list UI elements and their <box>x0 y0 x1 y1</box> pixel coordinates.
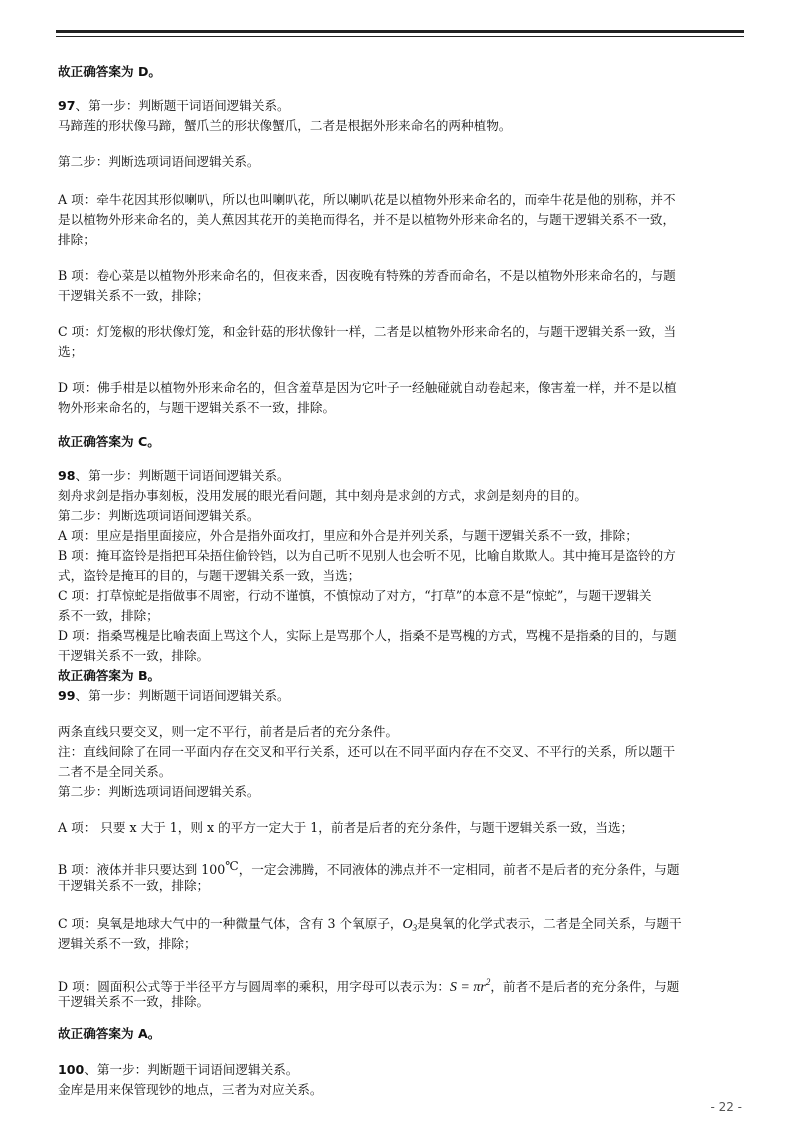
option-line: 干逻辑关系不一致，排除。 <box>58 648 210 663</box>
option-line: A 项：牵牛花因其形似喇叭，所以也叫喇叭花，所以喇叭花是以植物外形来命名的，而牵牛花是他的别称，并不 <box>58 192 676 207</box>
paragraph-line: 金库是用来保管现钞的地点，三者为对应关系。 <box>58 1082 323 1097</box>
option-line: D 项：佛手柑是以植物外形来命名的，但含羞草是因为它叶子一经触碰就自动卷起来，像害羞一样，并不是以植 <box>58 380 677 395</box>
paragraph-line: 两条直线只要交叉，则一定不平行，前者是后者的充分条件。 <box>58 724 399 739</box>
question-number: 97 <box>58 98 76 113</box>
step-text: 、第一步：判断题干词语间逻辑关系。 <box>84 1062 299 1077</box>
formula-body: S = πr <box>449 980 486 995</box>
option-text: D 项：圆面积公式等于半径平方与圆周率的乘积，用字母可以表示为： <box>58 979 450 994</box>
question-heading <box>58 1060 298 1080</box>
step-text: 、第一步：判断题干词语间逻辑关系。 <box>75 468 290 483</box>
answer-line: 故正确答案为 B。 <box>58 668 161 683</box>
option-text: ，前者不是后者的充分条件，与题 <box>490 979 680 994</box>
degree-celsius-symbol: ℃ <box>225 859 239 873</box>
step-heading: 第二步：判断选项词语间逻辑关系。 <box>58 508 260 523</box>
area-formula <box>449 977 491 995</box>
option-line: C 项：灯笼椒的形状像灯笼，和金针菇的形状像针一样，二者是以植物外形来命名的，与题干逻辑关系一致，当 <box>58 324 677 339</box>
question-number: 100 <box>58 1062 85 1077</box>
note-line: 二者不是全同关系。 <box>58 764 172 779</box>
question-heading <box>58 686 290 706</box>
header-rule-thin <box>56 36 744 37</box>
header-rule-thick <box>56 30 744 33</box>
option-text: B 项：液体并非只要达到 100 <box>58 862 226 877</box>
option-line: C 项：打草惊蛇是指做事不周密，行动不谨慎，不慎惊动了对方，“打草”的本意不是“惊蛇”，与题干逻辑关 <box>58 588 652 603</box>
ozone-formula <box>403 917 418 932</box>
option-line: 干逻辑关系不一致，排除； <box>58 878 210 893</box>
paragraph-line: 刻舟求剑是指办事刻板，没用发展的眼光看问题，其中刻舟是求剑的方式，求剑是刻舟的目的。 <box>58 488 587 503</box>
formula-subscript: 3 <box>412 923 418 933</box>
option-line: 是以植物外形来命名的，美人蕉因其花开的美艳而得名，并不是以植物外形来命名的，与题干逻辑关系不一致， <box>58 212 676 227</box>
step-heading: 第二步：判断选项词语间逻辑关系。 <box>58 784 260 799</box>
option-line: D 项：指桑骂槐是比喻表面上骂这个人，实际上是骂那个人，指桑不是骂槐的方式，骂槐不是指桑的目的，与题 <box>58 628 677 643</box>
option-line: 干逻辑关系不一致，排除； <box>58 288 210 303</box>
question-number: 99 <box>58 688 76 703</box>
answer-line: 故正确答案为 D。 <box>58 64 161 79</box>
option-line: B 项：掩耳盗铃是指把耳朵捂住偷铃铛，以为自己听不见别人也会听不见，比喻自欺欺人。其中掩耳是盗铃的方 <box>58 548 676 563</box>
option-line: 逻辑关系不一致，排除； <box>58 936 197 951</box>
option-line: 选； <box>58 344 84 359</box>
option-line: 干逻辑关系不一致，排除。 <box>58 994 210 1009</box>
step-text: 、第一步：判断题干词语间逻辑关系。 <box>75 98 290 113</box>
note-line: 注：直线间除了在同一平面内存在交叉和平行关系，还可以在不同平面内存在不交叉、不平行的关系，所以题干 <box>58 744 676 759</box>
option-text: C 项：臭氧是地球大气中的一种微量气体，含有 3 个氧原子， <box>58 916 403 931</box>
answer-line: 故正确答案为 A。 <box>58 1026 161 1041</box>
option-line: A 项： 只要 x 大于 1，则 x 的平方一定大于 1，前者是后者的充分条件，与题干逻辑关系一致，当选； <box>58 820 634 835</box>
paragraph-line: 马蹄莲的形状像马蹄，蟹爪兰的形状像蟹爪，二者是根据外形来命名的两种植物。 <box>58 118 512 133</box>
question-heading <box>58 466 290 486</box>
answer-line: 故正确答案为 C。 <box>58 434 160 449</box>
question-number: 98 <box>58 468 76 483</box>
formula-exponent: 2 <box>485 977 491 987</box>
formula-letter: O <box>402 917 413 932</box>
step-heading: 第二步：判断选项词语间逻辑关系。 <box>58 154 260 169</box>
option-line: B 项：卷心菜是以植物外形来命名的，但夜来香，因夜晚有特殊的芳香而命名，不是以植物外形来命名的，与题 <box>58 268 676 283</box>
option-line: 排除； <box>58 232 96 247</box>
option-line: 物外形来命名的，与题干逻辑关系不一致，排除。 <box>58 400 336 415</box>
option-text: 是臭氧的化学式表示，二者是全同关系，与题干 <box>417 916 682 931</box>
question-heading <box>58 96 290 116</box>
page-number: - 22 - <box>710 1100 742 1114</box>
step-text: 、第一步：判断题干词语间逻辑关系。 <box>75 688 290 703</box>
option-line: 式，盗铃是掩耳的目的，与题干逻辑关系一致，当选； <box>58 568 361 583</box>
option-line: 系不一致，排除； <box>58 608 159 623</box>
option-line: A 项：里应是指里面接应，外合是指外面攻打，里应和外合是并列关系，与题干逻辑关系不一致，排除； <box>58 528 638 543</box>
option-text: ，一定会沸腾，不同液体的沸点并不一定相同，前者不是后者的充分条件，与题 <box>238 862 680 877</box>
